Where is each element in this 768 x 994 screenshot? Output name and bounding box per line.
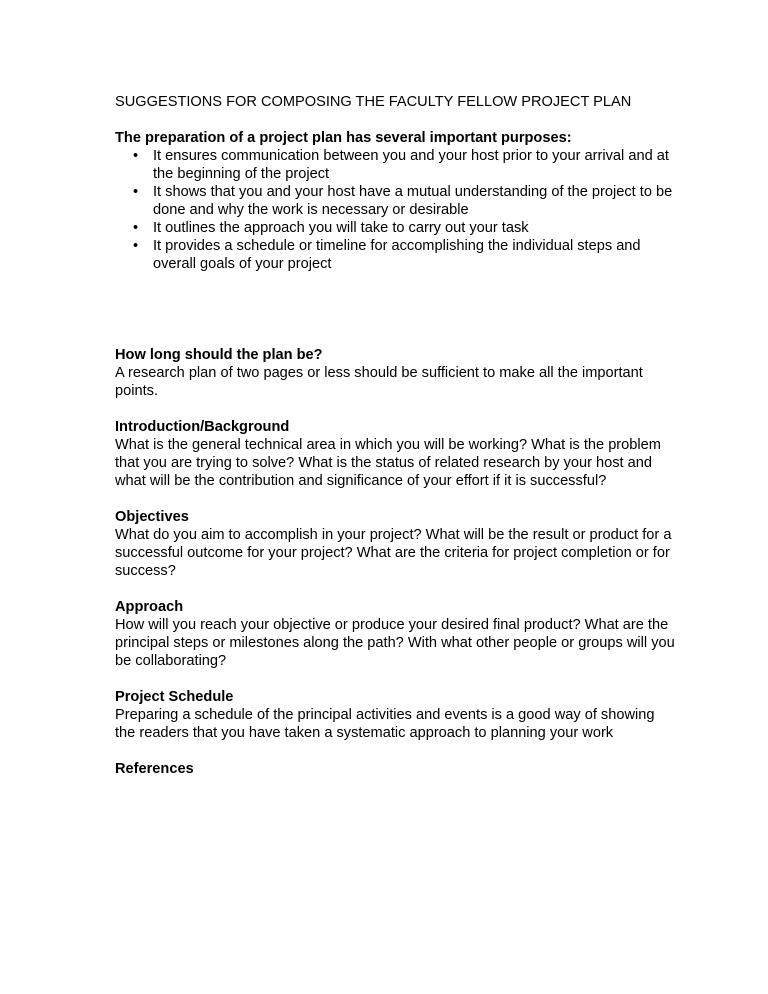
- section-heading: Project Schedule: [115, 689, 234, 705]
- schedule-section: [115, 688, 675, 742]
- section-heading: Introduction/Background: [115, 419, 290, 435]
- approach-section: [115, 598, 675, 670]
- objectives-section: [115, 508, 675, 580]
- section-heading: Approach: [115, 599, 184, 615]
- purposes-heading: The preparation of a project plan has several important purposes:: [115, 130, 572, 146]
- section-body: How will you reach your objective or produce your desired final product? What are the principal steps or milestones along the path? With what other people or groups will you be collaborating?: [115, 617, 675, 669]
- section-body: Preparing a schedule of the principal activities and events is a good way of showing the readers that you have taken a systematic approach to planning your work: [115, 707, 655, 741]
- document-title: SUGGESTIONS FOR COMPOSING THE FACULTY FELLOW PROJECT PLAN: [115, 94, 632, 110]
- purposes-section: [115, 129, 675, 273]
- section-body: What is the general technical area in which you will be working? What is the problem that you are trying to solve? What is the status of related research by your host and what will be the contribution and significance of your effort if it is successful?: [115, 437, 661, 489]
- references-section: [115, 760, 675, 778]
- section-heading: References: [115, 761, 194, 777]
- list-item: • It provides a schedule or timeline for accomplishing the individual steps and overall goals of your project: [153, 237, 675, 273]
- section-body: A research plan of two pages or less should be sufficient to make all the important points.: [115, 365, 643, 399]
- list-item: • It ensures communication between you and your host prior to your arrival and at the beginning of the project: [153, 147, 675, 183]
- section-heading: Objectives: [115, 509, 189, 525]
- introduction-section: [115, 418, 675, 490]
- list-item: • It outlines the approach you will take to carry out your task: [153, 219, 675, 237]
- section-body: What do you aim to accomplish in your project? What will be the result or product for a successful outcome for your project? What are the criteria for project completion or for success?: [115, 527, 672, 579]
- list-item: • It shows that you and your host have a mutual understanding of the project to be done and why the work is necessary or desirable: [153, 183, 675, 219]
- purposes-list: [115, 147, 675, 273]
- section-heading: How long should the plan be?: [115, 347, 323, 363]
- plan-length-section: [115, 346, 675, 400]
